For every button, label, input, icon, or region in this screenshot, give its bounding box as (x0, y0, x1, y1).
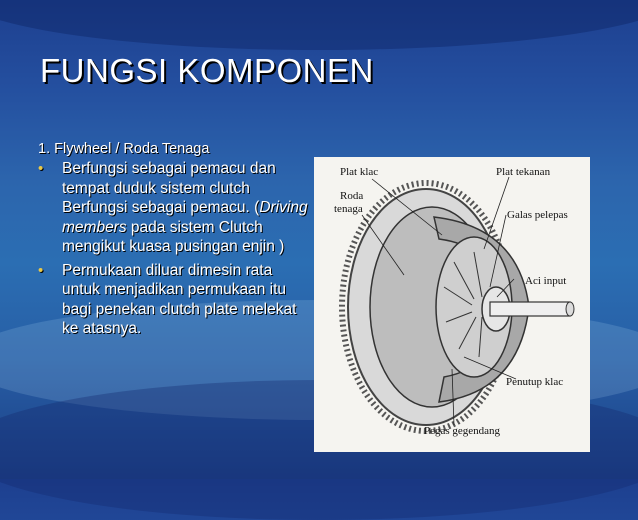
label-plat-klac: Plat klac (340, 166, 379, 178)
bullet-item (38, 159, 313, 257)
label-aci-input: Aci input (525, 275, 567, 287)
bullet-icon: • (38, 261, 44, 279)
label-pegas-gegendang: Pegas gegendang (424, 425, 501, 437)
input-shaft (490, 302, 570, 316)
bullet-item (38, 261, 313, 339)
input-shaft-end (566, 302, 574, 316)
slide-title: FUNGSI KOMPONEN (40, 52, 374, 89)
bullet-text: Berfungsi sebagai pemacu. (62, 199, 250, 216)
label-roda-tenaga-line1: Roda (340, 190, 364, 202)
italic-term: Driving members (62, 199, 308, 236)
label-galas-pelepas: Galas pelepas (507, 209, 568, 221)
label-plat-tekanan: Plat tekanan (496, 166, 551, 178)
bullet-text: Permukaan diluar dimesin rata untuk menjadikan permukaan itu bagi penekan clutch plate melekat ke atasnya. (62, 261, 297, 337)
subheading: 1. Flywheel / Roda Tenaga (38, 141, 210, 157)
label-penutup-klac: Penutup klac (506, 376, 564, 388)
slide-content (38, 141, 313, 339)
bullet-icon: • (38, 160, 44, 177)
label-roda-tenaga-line2: tenaga (334, 203, 363, 215)
bullet-text: pada sistem Clutch mengikut kuasa pusingan enjin ) (62, 218, 285, 255)
open-paren: ( (254, 199, 260, 216)
clutch-diagram (314, 157, 590, 452)
bullet-text: Berfungsi sebagai pemacu dan tempat duduk sistem clutch (62, 160, 276, 197)
background-wave (0, 0, 638, 50)
